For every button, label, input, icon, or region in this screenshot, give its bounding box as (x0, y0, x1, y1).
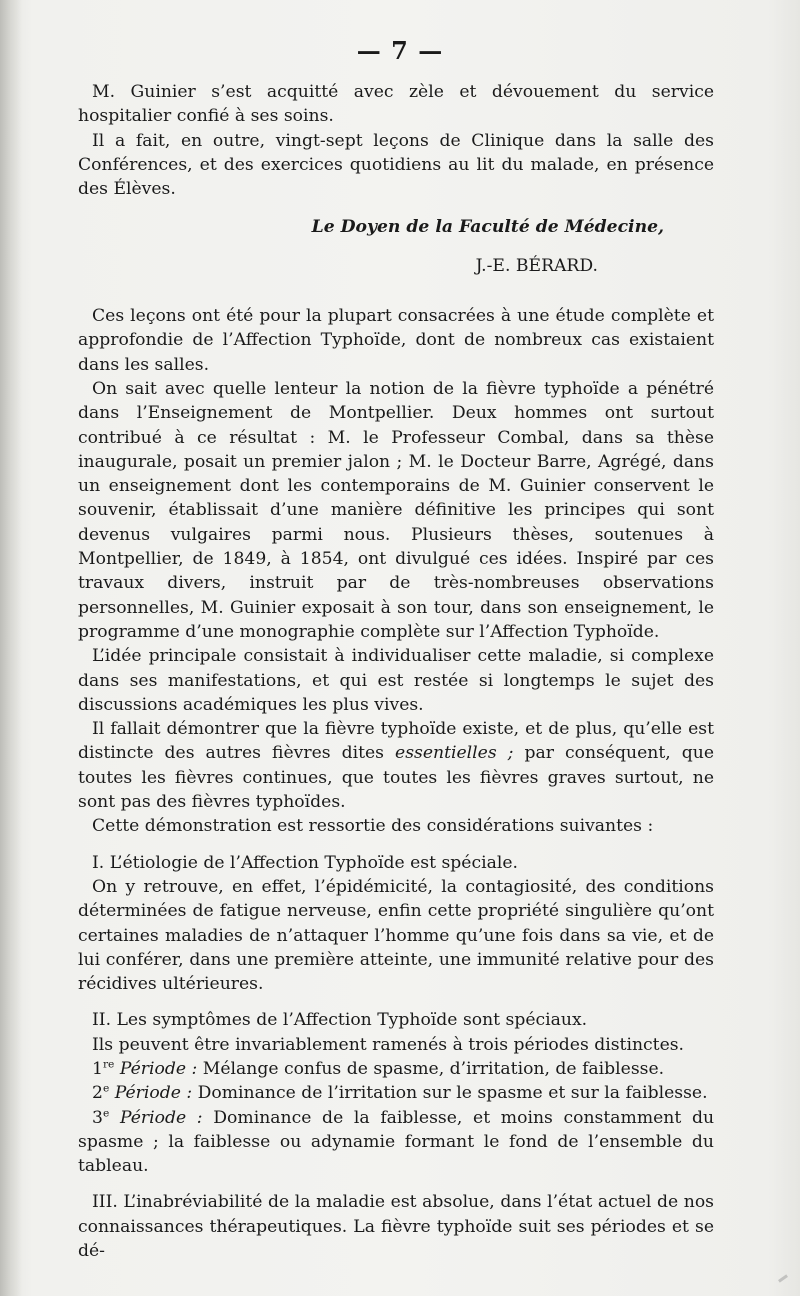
section-1-body: On y retrouve, en effet, l’épidémicité, la contagiosité, des conditions déterminées de fatigue nerveuse, enfin cette propriété singulière qu’ont certaines maladies de n’attaquer l’homme qu’une fois dans sa vie, et de lui conférer, dans une première atteinte, une immunité relative pour des récidives ultérieures. (78, 876, 714, 995)
paragraph-demonstrate-c: par conséquent, que toutes les fièvres continues, que toutes les fièvres graves surtout, ne sont pas des fièvres typhoïdes. (78, 743, 714, 813)
binding-shadow (0, 0, 22, 1296)
paragraph-considerations: Cette démonstration est ressortie des considérations suivantes : (92, 816, 654, 837)
period-1 (78, 1057, 714, 1081)
section-1-heading: I. L’étiologie de l’Affection Typhoïde est spéciale. (92, 852, 518, 873)
signature-title: Le Doyen de la Faculté de Médecine, (311, 217, 664, 238)
period-3 (78, 1106, 714, 1179)
period-1-num: 1 (92, 1058, 103, 1079)
period-2-label: Période : (114, 1083, 193, 1104)
period-2-num: 2 (92, 1083, 103, 1104)
paragraph-lessons: Il a fait, en outre, vingt-sept leçons de Clinique dans la salle des Conférences, et des exercices quotidiens au lit du malade, en présence des Élèves. (78, 130, 714, 200)
period-2-sup: e (102, 1081, 110, 1095)
paragraph-principal-idea: L’idée principale consistait à individualiser cette maladie, si complexe dans ses manifestations, et qui est restée si longtemps le sujet des discussions académiques les plus vives. (78, 646, 714, 715)
paragraph-demonstrate (78, 717, 714, 814)
period-3-num: 3 (92, 1107, 103, 1128)
paragraph-demonstrate-italic: essentielles ; (395, 743, 514, 764)
signature-name: J.-E. BÉRARD. (475, 255, 598, 276)
section-3: III. L’inabréviabilité de la maladie est absolue, dans l’état actuel de nos connaissances thérapeutiques. La fièvre typhoïde suit ses périodes et se dé- (78, 1192, 714, 1262)
period-2-text: Dominance de l’irritation sur le spasme et sur la faiblesse. (192, 1083, 708, 1104)
period-2 (78, 1081, 714, 1105)
period-3-sup: e (102, 1105, 110, 1119)
paragraph-service: M. Guinier s’est acquitté avec zèle et dévouement du service hospitalier confié à ses soins. (78, 82, 714, 127)
period-3-text: Dominance de la faiblesse, et moins constamment du spasme ; la faiblesse ou adynamie formant le fond de l’ensemble du tableau. (78, 1107, 715, 1177)
period-1-text: Mélange confus de spasme, d’irritation, de faiblesse. (197, 1058, 665, 1079)
body-text (78, 80, 714, 1263)
page-number: — 7 — (356, 36, 444, 65)
section-2-heading: II. Les symptômes de l’Affection Typhoïde sont spéciaux. (92, 1010, 588, 1031)
paragraph-study: Ces leçons ont été pour la plupart consacrées à une étude complète et approfondie de l’Affection Typhoïde, dont de nombreux cas existaient dans les salles. (78, 306, 714, 375)
period-1-sup: re (102, 1057, 115, 1071)
paragraph-history: On sait avec quelle lenteur la notion de la fièvre typhoïde a pénétré dans l’Enseignement de Montpellier. Deux hommes ont surtout contribué à ce résultat : M. le Professeur Combal, dans sa thèse inaugurale, posait un premier jalon ; M. le Docteur Barre, Agrégé, dans un enseignement dont les contemporains de M. Guinier conservent le souvenir, établissait d’une manière définitive les principes qui sont devenus vulgaires parmi nous. Plusieurs thèses, soutenues à Montpellier, de 1849, à 1854, ont divulgué ces idées. Inspiré par ces travaux divers, instruit par de très-nombreuses observations personnelles, M. Guinier exposait à son tour, dans son enseignement, le programme d’une monographie complète sur l’Affection Typhoïde. (78, 378, 714, 642)
ink-smudge (778, 1274, 788, 1282)
section-2-body: Ils peuvent être invariablement ramenés à trois périodes distinctes. (92, 1034, 685, 1055)
paragraph-demonstrate-a: Il fallait démontrer que la fièvre typhoïde existe, et de plus, qu’elle est distincte des autres fièvres dites (78, 719, 714, 764)
period-1-label: Période : (119, 1058, 198, 1079)
period-3-label: Période : (119, 1107, 203, 1128)
